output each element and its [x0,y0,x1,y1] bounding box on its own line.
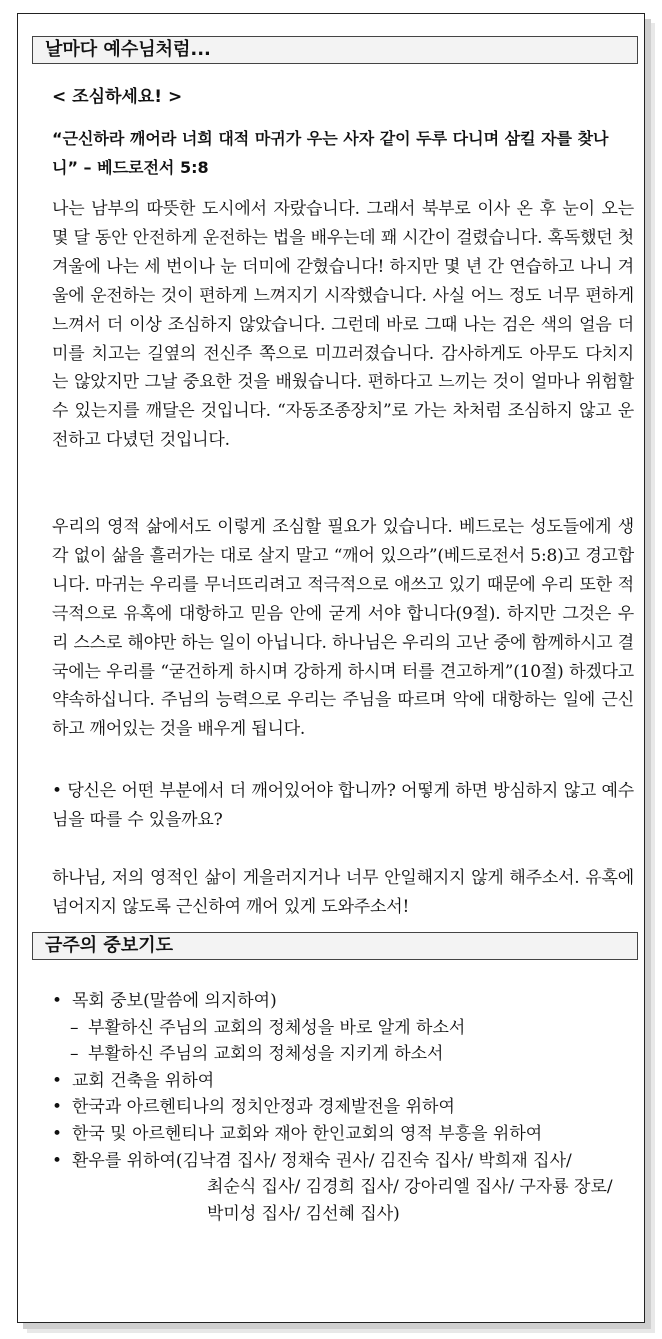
devotion-paragraph-2: 우리의 영적 삶에서도 이렇게 조심할 필요가 있습니다. 베드로는 성도들에게 생각 없이 삶을 흘러가는 대로 살지 말고 “깨어 있으라”(베드로전서 5:8)고 경고합니다. 마귀는 우리를 무너뜨리려고 적극적으로 애쓰고 있기 때문에 우리 또한 적극적으로 유혹에 대항하고 믿음 안에 굳게 서야 합니다(9절). 하지만 그것은 우리 스스로 해야만 하는 일이 아닙니다. 하나님은 우리의 고난 중에 함께하시고 결국에는 우리를 “굳건하게 하시며 강하게 하시며 터를 견고하게”(10절) 하겠다고 약속하십니다. 주님의 능력으로 우리는 주님을 따르며 악에 대항하는 일에 근신하고 깨어있는 것을 배우게 됩니다. [52,517,634,740]
prayer-item [52,1094,642,1121]
prayer-item [52,1148,642,1175]
prayer-sub-item [52,1041,642,1068]
devotion-paragraph-1: 나는 남부의 따뜻한 도시에서 자랐습니다. 그래서 북부로 이사 온 후 눈이 오는 몇 달 동안 안전하게 운전하는 법을 배우는데 꽤 시간이 걸렸습니다. 혹독했던 첫 겨울에 나는 세 번이나 눈 더미에 갇혔습니다! 하지만 몇 년 간 연습하고 나니 겨울에 운전하는 것이 편하게 느껴지기 시작했습니다. 사실 어느 정도 너무 편하게 느껴서 더 이상 조심하지 않았습니다. 그런데 바로 그때 나는 검은 색의 얼음 더미를 치고는 길옆의 전신주 쪽으로 미끄러졌습니다. 감사하게도 아무도 다치지는 않았지만 그날 중요한 것을 배웠습니다. 편하다고 느끼는 것이 얼마나 위험할 수 있는지를 깨달은 것입니다. “자동조종장치”로 가는 차처럼 조심하지 않고 운전하고 다녔던 것입니다. [52,199,634,451]
prayer-list [52,988,642,1227]
prayer-item [52,988,642,1015]
prayer-item-continuation: 박미성 집사/ 김선혜 집사) [207,1203,400,1224]
dash-icon: – [70,1044,79,1065]
reflection-question: • 당신은 어떤 부분에서 더 깨어있어야 합니까? 어떻게 하면 방심하지 않고 예수님을 따를 수 있을까요? [52,781,634,830]
scripture-verse: “근신하라 깨어라 너희 대적 마귀가 우는 사자 같이 두루 다니며 삼킬 자를 찾나니” – 베드로전서 5:8 [52,129,609,177]
prayer-item-text: 목회 중보(말씀에 의지하여) [72,991,277,1011]
bullet-icon: • [52,1097,63,1118]
prayer-sub-item [52,1015,642,1042]
prayer-item-text: 한국과 아르헨티나의 정치안정과 경제발전을 위하여 [72,1097,455,1118]
prayer-sub-item-text: 부활하신 주님의 교회의 정체성을 바로 알게 하소서 [88,1017,466,1038]
bulletin-page [17,13,645,1323]
dash-icon: – [70,1017,79,1038]
section-header-weekly-prayer: 금주의 중보기도 [32,932,638,960]
prayer-item-continuation: 최순식 집사/ 김경희 집사/ 강아리엘 집사/ 구자룡 장로/ [207,1177,613,1198]
prayer-item [52,1121,642,1148]
devotion-title: < 조심하세요! > [52,87,183,107]
prayer-sub-item-text: 부활하신 주님의 교회의 정체성을 지키게 하소서 [88,1044,444,1065]
prayer-item-text: 한국 및 아르헨티나 교회와 재아 한인교회의 영적 부흥을 위하여 [72,1123,543,1144]
prayer-item-text: 교회 건축을 위하여 [72,1070,215,1091]
bullet-icon: • [52,1123,63,1144]
closing-prayer: 하나님, 저의 영적인 삶이 게을러지거나 너무 안일해지지 않게 해주소서. 유혹에 넘어지지 않도록 근신하여 깨어 있게 도와주소서! [52,868,634,917]
prayer-item-text: 환우를 위하여(김낙겸 집사/ 정채숙 권사/ 김진숙 집사/ 박희재 집사/ [72,1150,572,1171]
bullet-icon: • [52,1150,63,1171]
prayer-item [52,1068,642,1095]
section-header-daily-devotion: 날마다 예수님처럼... [32,36,638,64]
bullet-icon: • [52,1070,63,1091]
bullet-icon: • [52,991,63,1011]
